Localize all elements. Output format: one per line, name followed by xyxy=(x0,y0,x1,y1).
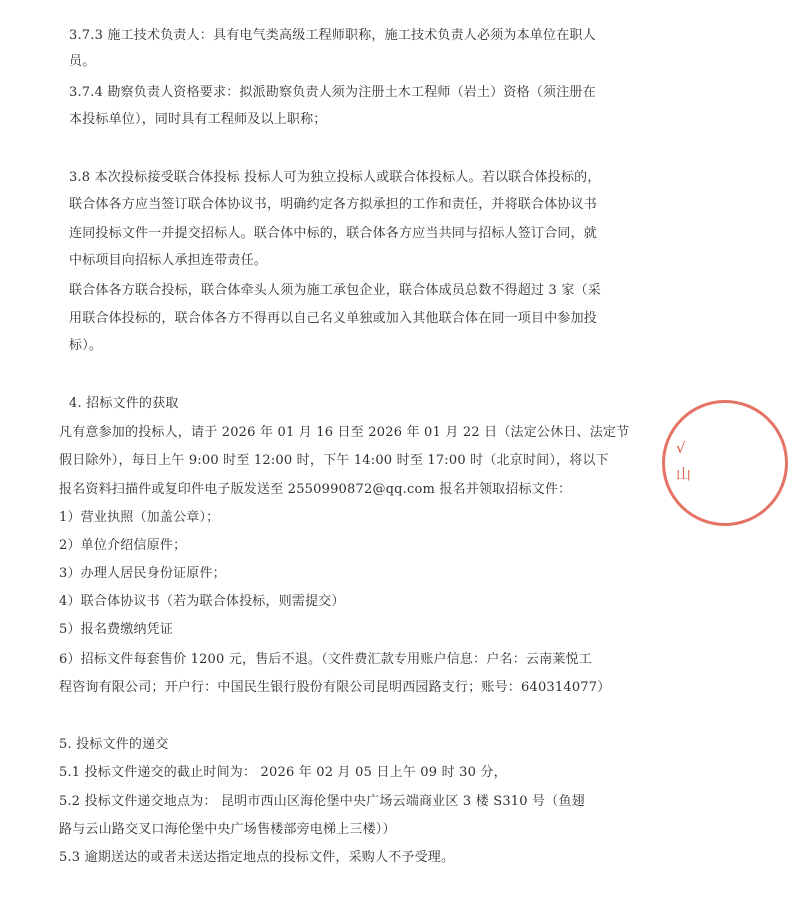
official-seal xyxy=(662,400,788,526)
text-line-3-8: 3.8 本次投标接受联合体投标 投标人可为独立投标人或联合体投标人。若以联合体投标的， xyxy=(69,170,601,185)
text-line-consortium-cont-2: 标）。 xyxy=(69,338,103,353)
text-line-4-body-3: 报名资料扫描件或复印件电子版发送至 2550990872@qq.com 报名并领取招标文件： xyxy=(59,482,572,497)
text-line-5-3: 5.3 逾期送达的或者未送达指定地点的投标文件，采购人不予受理。 xyxy=(59,850,455,865)
list-item-5: 5）报名费缴纳凭证 xyxy=(59,622,174,637)
text-line-3-8-cont-1: 联合体各方应当签订联合体协议书，明确约定各方拟承担的工作和责任，并将联合体协议书 xyxy=(69,197,598,212)
list-item-3: 3）办理人居民身份证原件； xyxy=(59,566,226,581)
text-line-3-7-4-cont: 本投标单位），同时具有工程师及以上职称； xyxy=(69,112,327,127)
list-item-1: 1）营业执照（加盖公章）； xyxy=(59,510,220,525)
text-line-3-8-cont-2: 连同投标文件一并提交招标人。联合体中标的，联合体各方应当共同与招标人签订合同，就 xyxy=(69,226,598,241)
section-heading-4: 4. 招标文件的获取 xyxy=(69,396,179,411)
text-line-5-2-cont: 路与云山路交叉口海伦堡中央广场售楼部旁电梯上三楼）） xyxy=(59,822,396,837)
seal-fragment-char: 山 xyxy=(676,465,692,483)
text-line-consortium-cont-1: 用联合体投标的，联合体各方不得再以自己名义单独或加入其他联合体在同一项目中参加投 xyxy=(69,311,598,326)
seal-fragment-mark: √ xyxy=(676,439,686,457)
list-item-2: 2）单位介绍信原件； xyxy=(59,538,187,553)
text-line-5-1: 5.1 投标文件递交的截止时间为： 2026 年 02 月 05 日上午 09 时 30 分， xyxy=(59,765,507,780)
text-line-5-2: 5.2 投标文件递交地点为： 昆明市西山区海伦堡中央广场云端商业区 3 楼 S310 号（鱼翅 xyxy=(59,794,585,809)
list-item-6: 6）招标文件每套售价 1200 元，售后不退。（文件费汇款专用账户信息：户名：云南莱悦工 xyxy=(59,652,592,667)
text-line-3-8-cont-3: 中标项目向招标人承担连带责任。 xyxy=(69,253,268,268)
text-line-4-body-1: 凡有意参加的投标人，请于 2026 年 01 月 16 日至 2026 年 01 月 22 日（法定公休日、法定节 xyxy=(59,425,630,440)
list-item-6-cont: 程咨询有限公司；开户行：中国民生银行股份有限公司昆明西园路支行；账号：640314077） xyxy=(59,680,611,695)
text-line-3-7-3: 3.7.3 施工技术负责人：具有电气类高级工程师职称，施工技术负责人必须为本单位在职人 xyxy=(69,28,596,43)
list-item-4: 4）联合体协议书（若为联合体投标，则需提交） xyxy=(59,594,345,609)
text-line-4-body-2: 假日除外），每日上午 9:00 时至 12:00 时，下午 14:00 时至 17:00 时（北京时间），将以下 xyxy=(59,453,609,468)
section-heading-5: 5. 投标文件的递交 xyxy=(59,737,169,752)
text-line-3-7-4: 3.7.4 勘察负责人资格要求：拟派勘察负责人须为注册土木工程师（岩土）资格（须注册在 xyxy=(69,85,596,100)
text-line-3-7-3-cont: 员。 xyxy=(69,54,96,69)
text-line-consortium: 联合体各方联合投标，联合体牵头人须为施工承包企业，联合体成员总数不得超过 3 家（采 xyxy=(69,283,601,298)
